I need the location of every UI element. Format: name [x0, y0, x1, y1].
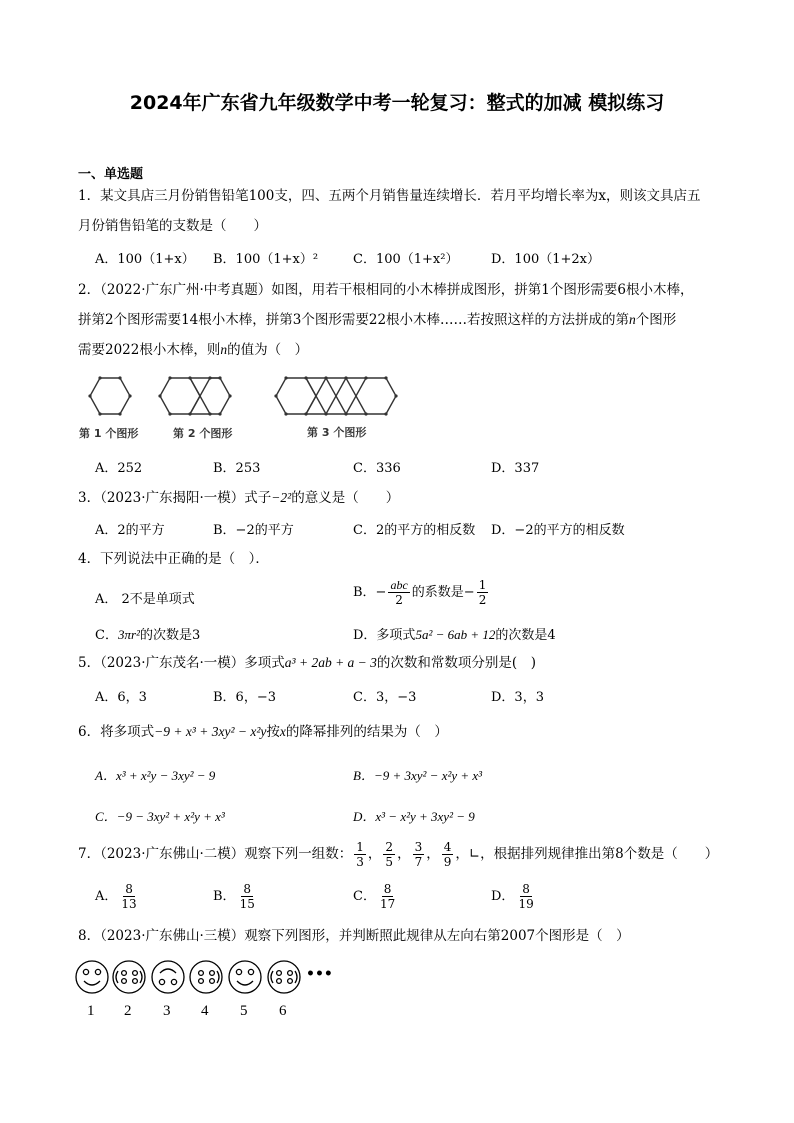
- figure-2-hexagons: [160, 378, 230, 414]
- q8-stem: 8．（2023·广东佛山·三模）观察下列图形，并判断照此规律从左向右第2007个图形是（ ）: [78, 928, 630, 944]
- q5-option-b: B．6，−3: [213, 690, 276, 705]
- q1-stem-line2: 月份销售铅笔的支数是（ ）: [78, 218, 267, 234]
- q4-option-d: D．多项式5a² − 6ab + 12的次数是4: [353, 627, 556, 643]
- q6-stem: 6．将多项式−9 + x³ + 3xy² − x²y按x的降幂排列的结果为（ ）: [78, 724, 448, 740]
- q8-label-3: 3: [163, 1003, 171, 1019]
- figure-1-hexagon: [90, 378, 130, 414]
- q8-label-2: 2: [124, 1003, 132, 1019]
- q7-option-b: B． $\frac{8}{15}$: [213, 882, 255, 911]
- q2-stem-line1: 2．（2022·广东广州·中考真题）如图，用若干根相同的小木棒拼成图形，拼第1个图形需要6根小木棒，: [78, 282, 694, 298]
- q1-option-c: C．100（1+x²）: [353, 252, 459, 267]
- face-6-sideways: [268, 961, 300, 993]
- q5-option-c: C．3，−3: [353, 690, 417, 705]
- q1-stem-line1: 1．某文具店三月份销售铅笔100支，四、五两个月销售量连续增长．若月平均增长率为x，则该文具店五: [78, 188, 701, 204]
- q4-stem: 4．下列说法中正确的是（ ）．: [78, 551, 269, 567]
- q8-label-1: 1: [87, 1003, 95, 1019]
- q2-stem-line3: 需要2022根小木棒，则n的值为（ ）: [78, 342, 309, 358]
- q3-option-b: B．−2的平方: [213, 523, 294, 538]
- q4-option-b: B．− $\frac{\text{abc}}{2}$ 的系数是− $\frac{1}{2}$: [353, 578, 487, 607]
- q2-matchstick-figures: [76, 372, 406, 420]
- q5-option-a: A．6，3: [95, 690, 147, 705]
- face-1-smile: [76, 961, 108, 993]
- q8-face-sequence: [74, 957, 334, 999]
- figure-1-caption: 第 1 个图形: [79, 427, 139, 440]
- q6-option-d: D．x³ − x²y + 3xy² − 9: [353, 809, 475, 824]
- q2-option-a: A．252: [95, 461, 143, 476]
- q4-option-c: C．3πr²的次数是3: [95, 627, 201, 643]
- q8-label-6: 6: [279, 1003, 287, 1019]
- face-5-smile: [229, 961, 261, 993]
- q1-option-b: B．100（1+x）²: [213, 252, 319, 267]
- figure-3-caption: 第 3 个图形: [307, 426, 367, 439]
- face-2-sideways: [113, 961, 145, 993]
- face-4-sideways: [190, 961, 222, 993]
- figure-2-caption: 第 2 个图形: [173, 427, 233, 440]
- q2-stem-line2: 拼第2个图形需要14根小木棒，拼第3个图形需要22根小木棒……若按照这样的方法拼成的第n个图形: [78, 312, 677, 328]
- q3-option-c: C．2的平方的相反数: [353, 523, 476, 538]
- q6-option-a: A．x³ + x²y − 3xy² − 9: [95, 768, 216, 783]
- q7-stem: 7．（2023·广东佛山·二模）观察下列一组数： $\frac{1}{3}$ ， $\frac{2}{5}$ ， $\frac{3}{7}$ ， $\frac{4}{9}$ ，∟，根据排列规律推出第8个数是（ ）: [78, 840, 719, 869]
- q7-option-c: C． $\frac{8}{17}$: [353, 882, 396, 911]
- q8-ellipsis: •••: [306, 966, 333, 982]
- q6-option-c: C．−9 − 3xy² + x²y + x³: [95, 809, 225, 824]
- figure-3-hexagons: [276, 378, 396, 414]
- q7-option-a: A． $\frac{8}{13}$: [95, 882, 137, 911]
- q4-option-a: A． 2不是单项式: [95, 592, 195, 607]
- q3-option-a: A．2的平方: [95, 523, 165, 538]
- q3-stem: 3．（2023·广东揭阳·一模）式子−2²的意义是（ ）: [78, 490, 400, 506]
- q3-option-d: D．−2的平方的相反数: [491, 523, 625, 538]
- q6-option-b: B．−9 + 3xy² − x²y + x³: [353, 768, 483, 783]
- q8-label-5: 5: [240, 1003, 248, 1019]
- q2-option-d: D．337: [491, 461, 540, 476]
- q1-option-a: A．100（1+x）: [95, 252, 195, 267]
- face-3-frown: [152, 961, 184, 993]
- q5-option-d: D．3，3: [491, 690, 544, 705]
- page-title: 2024年广东省九年级数学中考一轮复习：整式的加减 模拟练习: [129, 92, 665, 114]
- q1-option-d: D．100（1+2x）: [491, 252, 601, 267]
- q8-label-4: 4: [201, 1003, 209, 1019]
- q2-option-c: C．336: [353, 461, 401, 476]
- q2-option-b: B．253: [213, 461, 261, 476]
- section-heading: 一、单选题: [78, 167, 144, 182]
- q5-stem: 5．（2023·广东茂名·一模）多项式a³ + 2ab + a − 3的次数和常数项分别是( ): [78, 655, 536, 671]
- q7-option-d: D． $\frac{8}{19}$: [491, 882, 534, 911]
